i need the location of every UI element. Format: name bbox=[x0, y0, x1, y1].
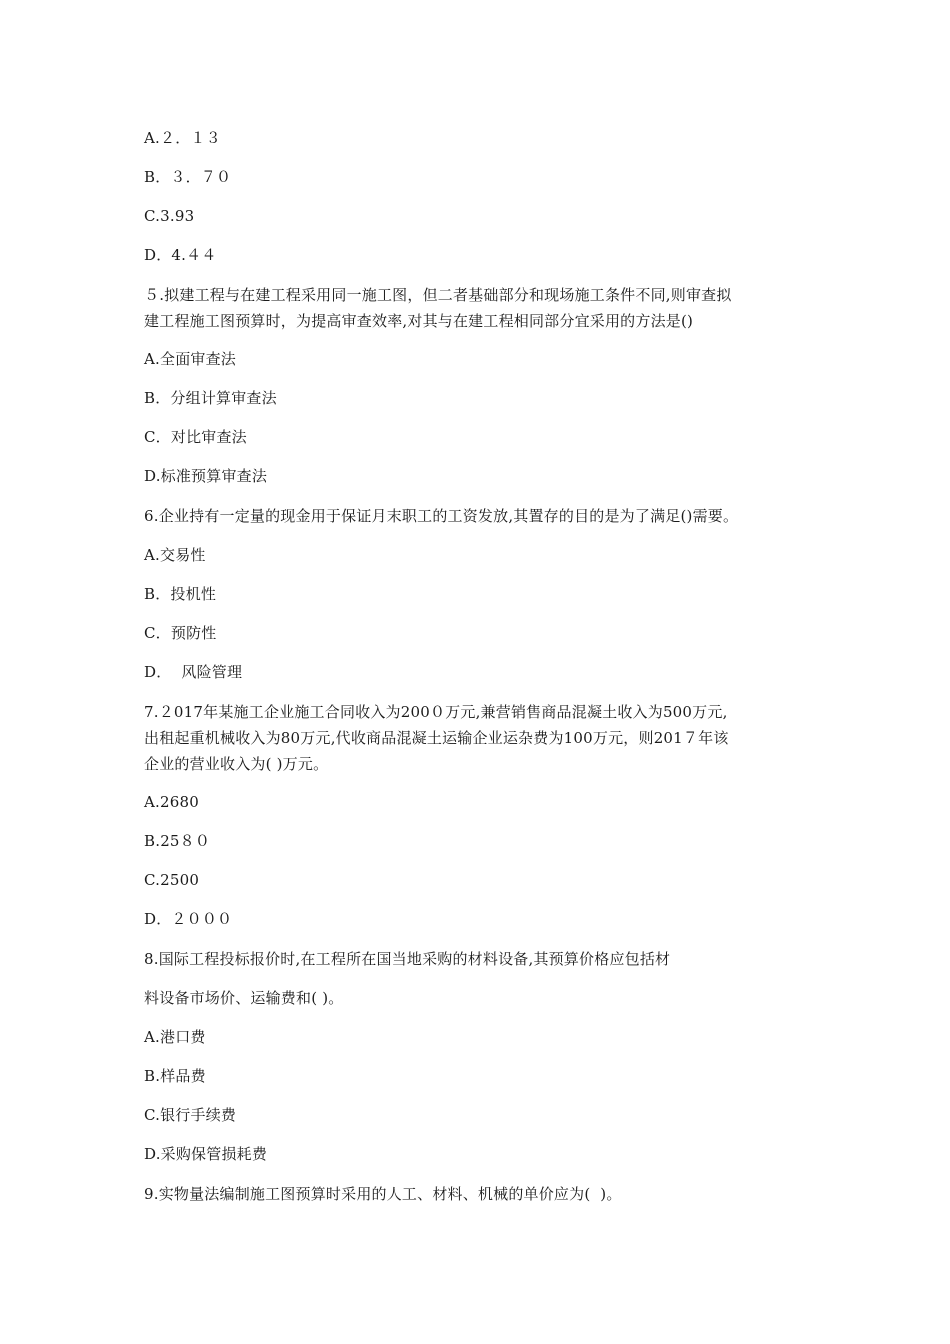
q7-text-line-1: 7.２017年某施工企业施工合同收入为200０万元,兼营销售商品混凝土收入为500万元, bbox=[144, 703, 728, 721]
q6-option-a: A.交易性 bbox=[144, 546, 206, 564]
q5-option-a: A.全面审查法 bbox=[144, 350, 237, 368]
q7-option-d: D．２０００ bbox=[144, 910, 233, 928]
q5-text-line-2: 建工程施工图预算时，为提高审查效率,对其与在建工程相同部分宜采用的方法是() bbox=[144, 312, 694, 330]
q8-option-b: B.样品费 bbox=[144, 1067, 206, 1085]
q8-text-line-1: 8.国际工程投标报价时,在工程所在国当地采购的材料设备,其预算价格应包括材 bbox=[144, 950, 671, 968]
q6-option-b: B．投机性 bbox=[144, 585, 217, 603]
q4-option-a: A.２．１３ bbox=[144, 129, 221, 147]
q5-option-d: D.标准预算审查法 bbox=[144, 467, 268, 485]
q8-option-a: A.港口费 bbox=[144, 1028, 206, 1046]
q7-option-b: B.25８０ bbox=[144, 832, 211, 850]
q8-option-d: D.采购保管损耗费 bbox=[144, 1145, 268, 1163]
q6-option-d: D． 风险管理 bbox=[144, 663, 243, 681]
q7-text-line-2: 出租起重机械收入为80万元,代收商品混凝土运输企业运杂费为100万元，则201７年该 bbox=[144, 729, 729, 747]
q4-option-d: D．4.４４ bbox=[144, 246, 217, 264]
q7-option-a: A.2680 bbox=[144, 793, 199, 811]
q6-option-c: C．预防性 bbox=[144, 624, 217, 642]
q8-option-c: C.银行手续费 bbox=[144, 1106, 237, 1124]
q7-text-line-3: 企业的营业收入为( )万元。 bbox=[144, 755, 329, 773]
q4-option-b: B．３．７０ bbox=[144, 168, 232, 186]
q4-option-c: C.3.93 bbox=[144, 207, 195, 225]
q7-option-c: C.2500 bbox=[144, 871, 200, 889]
q9-text: 9.实物量法编制施工图预算时采用的人工、材料、机械的单价应为( )。 bbox=[144, 1185, 622, 1203]
q5-text-line-1: ５.拟建工程与在建工程采用同一施工图，但二者基础部分和现场施工条件不同,则审查拟 bbox=[144, 286, 732, 304]
q5-option-c: C．对比审查法 bbox=[144, 428, 247, 446]
q8-text-line-2: 料设备市场价、运输费和( )。 bbox=[144, 989, 344, 1007]
q5-option-b: B．分组计算审查法 bbox=[144, 389, 277, 407]
q6-text: 6.企业持有一定量的现金用于保证月末职工的工资发放,其置存的目的是为了满足()需要。 bbox=[144, 507, 739, 525]
